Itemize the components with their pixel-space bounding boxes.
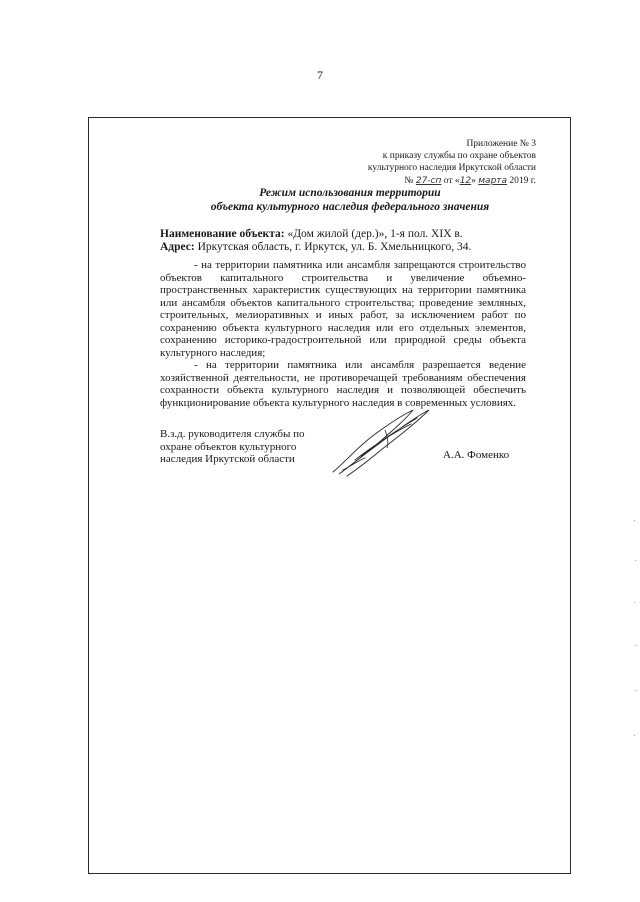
scan-edge-specks [632,0,640,902]
page-number: 7 [317,68,323,82]
order-date-day: 12 [459,175,472,186]
appendix-line-1: Приложение № 3 [466,139,536,149]
document-title [160,186,540,214]
object-address [160,241,471,254]
order-date-from: от « [443,175,460,186]
regime-body [160,259,526,409]
regime-paragraph-prohibited: - на территории памятника или ансамбля запрещаются строительство объектов капитального строительства и увеличение объемно-пространственных характеристик существующих на территории памятника или ансамбля объектов капитального строительства; проведение земляных, строительных, мелиоративных и иных работ, за исключением работ по сохранению объекта культурного наследия или его отдельных элементов, сохранению историко-градостроительной или природной среды объекта культурного наследия; [160,259,526,359]
signatory-line-2: охране объектов культурного [160,440,297,453]
signatory-title [160,428,305,466]
object-address-label: Адрес: [160,241,195,253]
order-date-month: марта [478,175,508,186]
title-line-1: Режим использования территории [259,187,441,199]
appendix-header [368,138,536,187]
order-date-year: 2019 г. [507,175,536,186]
signatory-name: А.А. Фоменко [443,449,510,461]
object-name [160,228,463,241]
order-number: 27-сп [415,175,442,186]
order-number-prefix: № [404,175,414,186]
object-name-value: «Дом жилой (дер.)», 1-я пол. XIX в. [284,228,463,240]
object-address-value: Иркутская область, г. Иркутск, ул. Б. Хмельницкого, 34. [194,241,472,253]
regime-paragraph-allowed: - на территории памятника или ансамбля разрешается ведение хозяйственной деятельности, не противоречащей требованиям обеспечения сохранности объекта культурного наследия и позволяющей обеспечить функционирование объекта культурного наследия в современных условиях. [160,359,526,409]
title-line-2: объекта культурного наследия федерального значения [210,201,490,213]
appendix-line-2: к приказу службы по охране объектов [382,151,536,162]
signatory-line-1: В.з.д. руководителя службы по [160,428,305,440]
order-date-mid: » [471,175,479,186]
object-name-label: Наименование объекта: [160,228,285,240]
signatory-line-3: наследия Иркутской области [160,453,295,466]
appendix-line-3: культурного наследия Иркутской области [367,163,536,174]
appendix-number-date [368,175,536,187]
handwritten-signature [325,402,435,482]
